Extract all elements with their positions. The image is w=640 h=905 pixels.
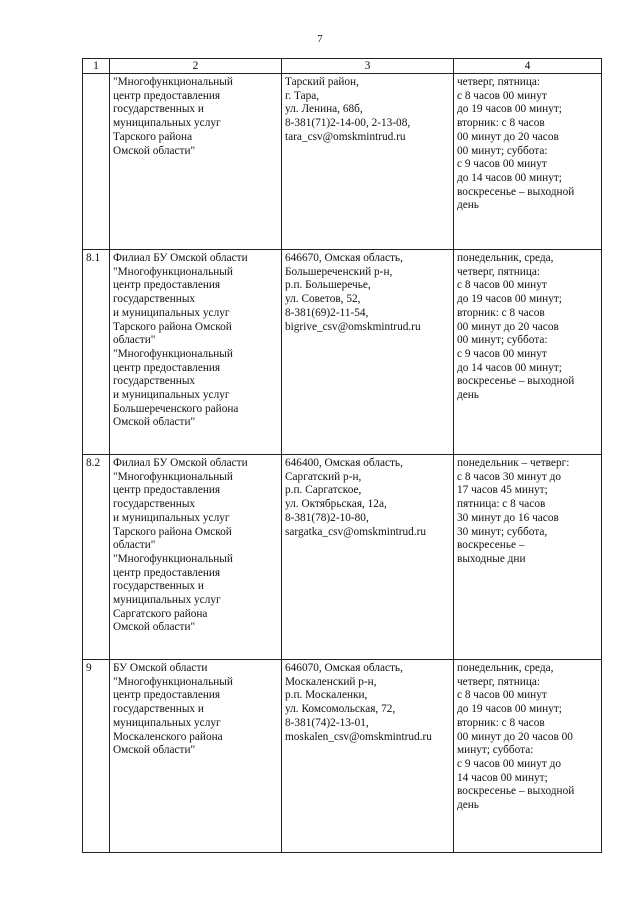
office-name: "Многофункциональный центр предоставления государственных и муниципальных услуг Тарского района Омской области" [110, 74, 282, 250]
table-row [83, 455, 602, 660]
column-header-3: 3 [282, 59, 454, 74]
row-number: 8.1 [83, 250, 110, 455]
column-header-2: 2 [110, 59, 282, 74]
column-header-4: 4 [454, 59, 602, 74]
office-hours: четверг, пятница: с 8 часов 00 минут до 19 часов 00 минут; вторник: с 8 часов 00 минут до 20 часов 00 минут; суббота: с 9 часов 00 минут до 14 часов 00 минут; воскресенье – выходной день [454, 74, 602, 250]
column-header-1: 1 [83, 59, 110, 74]
table-header-row [83, 59, 602, 74]
table-row [83, 74, 602, 250]
table-row [83, 250, 602, 455]
office-address: 646070, Омская область, Москаленский р-н, р.п. Москаленки, ул. Комсомольская, 72, 8-381(74)2-13-01, moskalen_csv@omskmintrud.ru [282, 660, 454, 853]
office-name: Филиал БУ Омской области "Многофункциональный центр предоставления государственных и муниципальных услуг Тарского района Омской области" "Многофункциональный центр предоставления государственных и муниципальных услуг Большереченского района Омской области" [110, 250, 282, 455]
row-number [83, 74, 110, 250]
office-address: Тарский район, г. Тара, ул. Ленина, 68б, 8-381(71)2-14-00, 2-13-08, tara_csv@omskmintrud.ru [282, 74, 454, 250]
office-hours: понедельник – четверг: с 8 часов 30 минут до 17 часов 45 минут; пятница: с 8 часов 30 минут до 16 часов 30 минут; суббота, воскресенье – выходные дни [454, 455, 602, 660]
office-address: 646670, Омская область, Большереченский р-н, р.п. Большеречье, ул. Советов, 52, 8-381(69)2-11-54, bigrive_csv@omskmintrud.ru [282, 250, 454, 455]
mfc-offices-table [82, 58, 602, 853]
page-number: 7 [317, 33, 323, 45]
office-name: БУ Омской области "Многофункциональный центр предоставления государственных и муниципальных услуг Москаленского района Омской области" [110, 660, 282, 853]
office-address: 646400, Омская область, Саргатский р-н, р.п. Саргатское, ул. Октябрьская, 12а, 8-381(78)2-10-80, sargatka_csv@omskmintrud.ru [282, 455, 454, 660]
office-hours: понедельник, среда, четверг, пятница: с 8 часов 00 минут до 19 часов 00 минут; вторник: с 8 часов 00 минут до 20 часов 00 минут; суббота: с 9 часов 00 минут до 14 часов 00 минут; воскресенье – выходной день [454, 660, 602, 853]
office-hours: понедельник, среда, четверг, пятница: с 8 часов 00 минут до 19 часов 00 минут; вторник: с 8 часов 00 минут до 20 часов 00 минут; суббота: с 9 часов 00 минут до 14 часов 00 минут; воскресенье – выходной день [454, 250, 602, 455]
table-row [83, 660, 602, 853]
row-number: 8.2 [83, 455, 110, 660]
row-number: 9 [83, 660, 110, 853]
office-name: Филиал БУ Омской области "Многофункциональный центр предоставления государственных и муниципальных услуг Тарского района Омской области" "Многофункциональный центр предоставления государственных и муниципальных услуг Саргатского района Омской области" [110, 455, 282, 660]
